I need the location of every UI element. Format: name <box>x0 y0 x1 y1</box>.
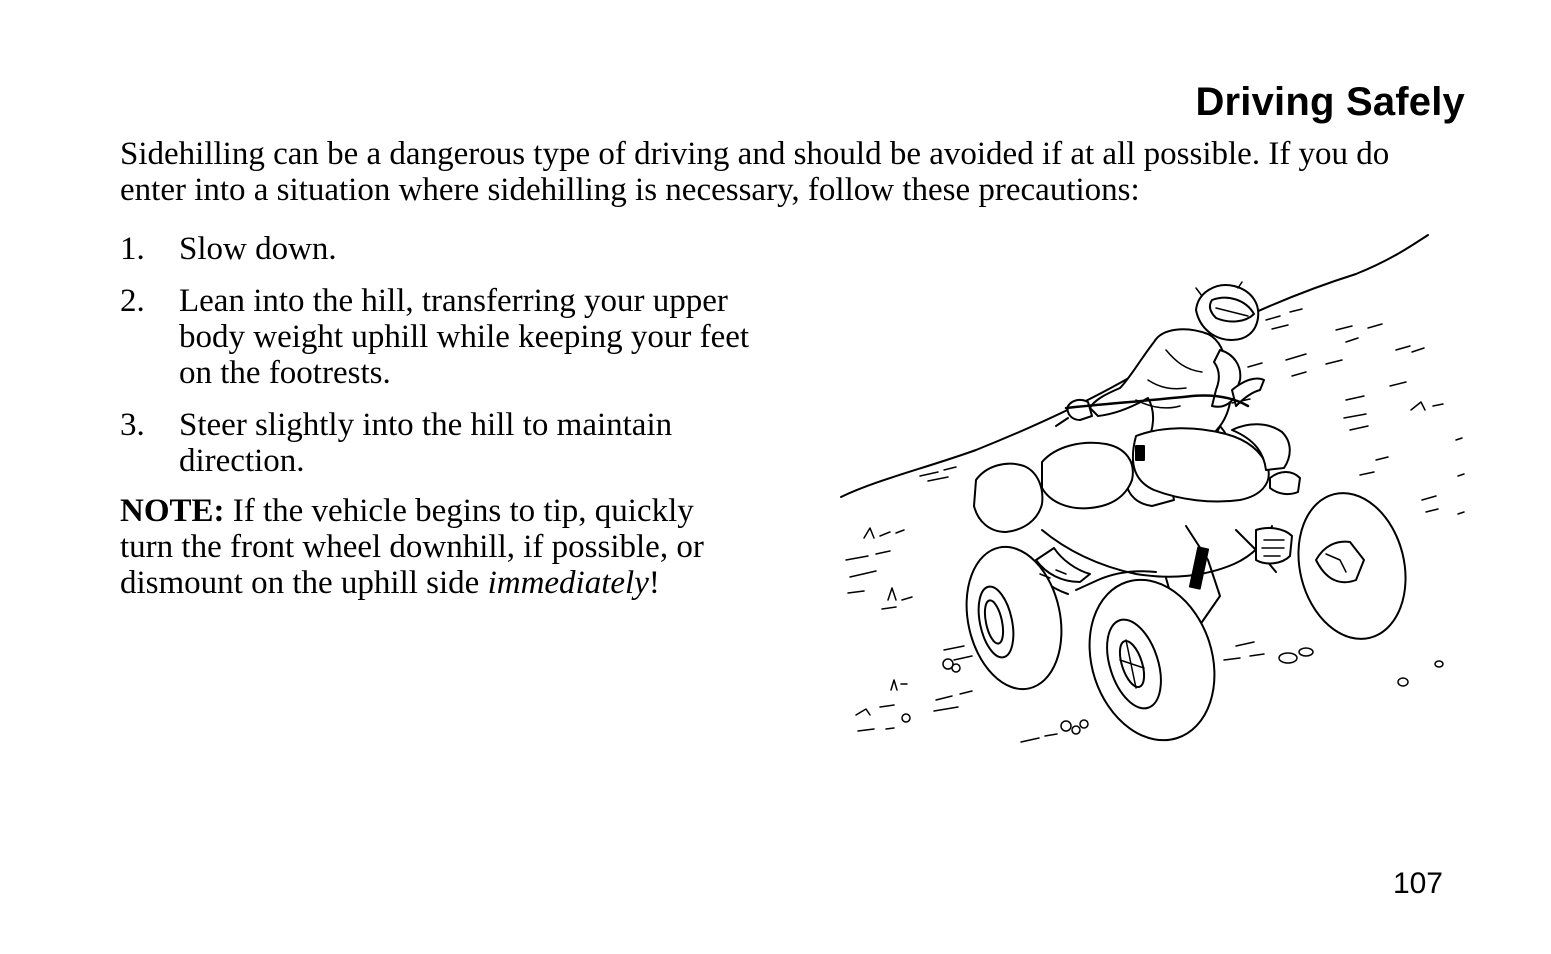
note-text: If the vehicle begins to tip, quickly turn the front wheel downhill, if possible, or dismount on the uphill side <box>120 493 704 601</box>
step-number: 2. <box>120 283 145 319</box>
note-end: ! <box>648 565 660 601</box>
list-item <box>120 283 760 391</box>
page-number: 107 <box>1392 867 1443 900</box>
step-number: 3. <box>120 407 145 443</box>
note-emphasis: immediately <box>487 565 649 601</box>
step-text: Lean into the hill, transferring your upper body weight uphill while keeping your feet on the footrests. <box>179 283 750 391</box>
precaution-list <box>120 231 760 495</box>
step-text: Steer slightly into the hill to maintain direction. <box>179 407 673 479</box>
list-item <box>120 231 760 267</box>
step-text: Slow down. <box>179 231 337 267</box>
note-label: NOTE: <box>120 493 225 529</box>
note-paragraph <box>120 493 740 601</box>
atv-sidehilling-illustration <box>836 230 1468 755</box>
intro-paragraph: Sidehilling can be a dangerous type of driving and should be avoided if at all possible. If you do enter into a situation where sidehilling is necessary, follow these precautions: <box>120 136 1390 208</box>
atv <box>954 395 1420 755</box>
section-title: Driving Safely <box>1195 80 1465 124</box>
list-item <box>120 407 760 479</box>
step-number: 1. <box>120 231 145 267</box>
